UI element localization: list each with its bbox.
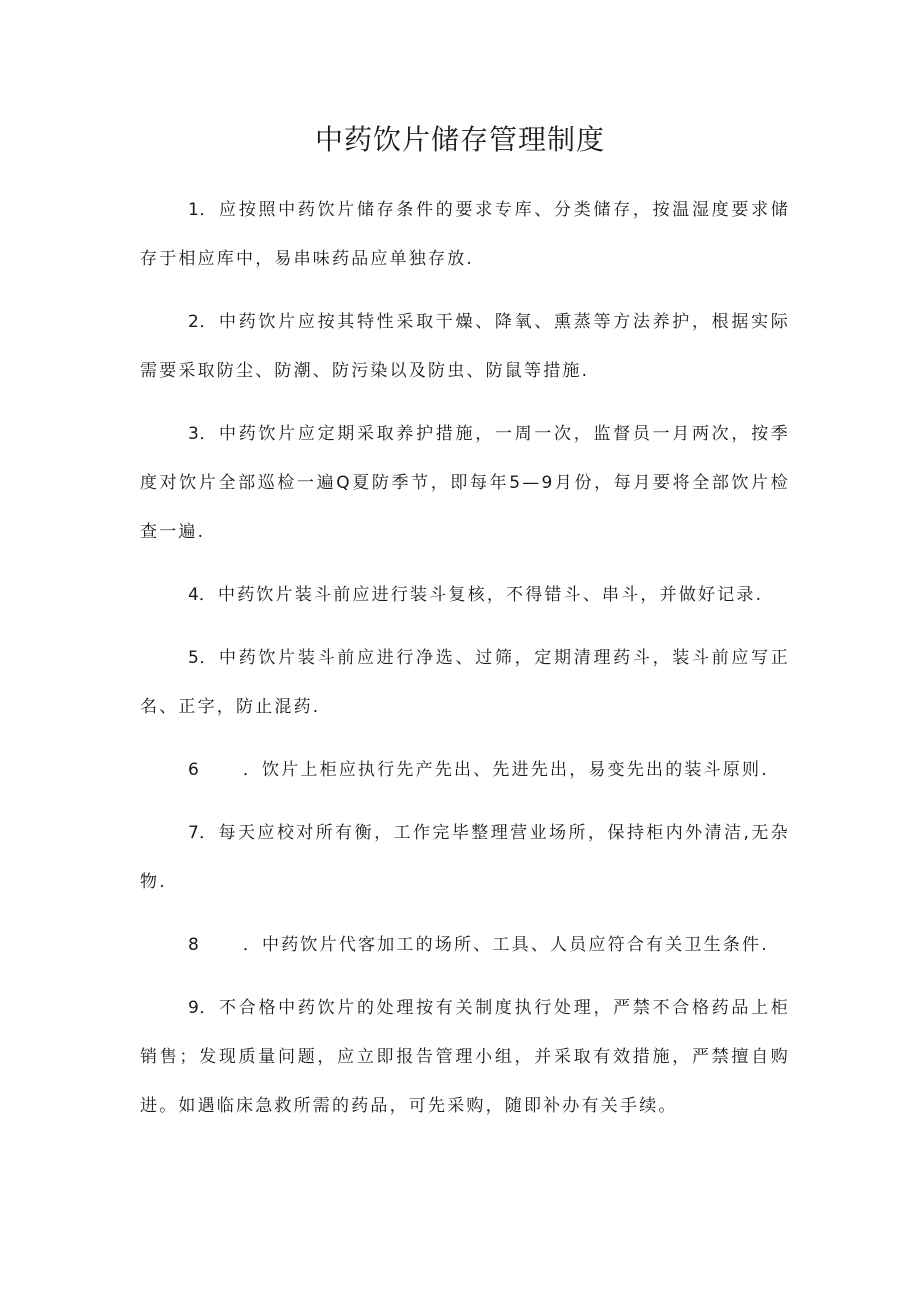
clause-text: ．中药饮片应按其特性采取干燥、降氧、熏蒸等方法养护，根据实际需要采取防尘、防潮、防污染以及防虫、防鼠等措施. (140, 312, 790, 381)
clause-text: ．中药饮片装斗前应进行净选、过筛，定期清理药斗，装斗前应写正名、正字，防止混药. (140, 648, 790, 717)
clause-number: 7 (188, 823, 199, 843)
clause-3 (140, 410, 790, 557)
clause-1 (140, 186, 790, 284)
clause-7 (140, 809, 790, 907)
clause-4 (140, 571, 790, 620)
clause-text: ．饮片上柜应执行先产先出、先进先出，易变先出的装斗原则. (242, 760, 769, 780)
clause-number: 9 (188, 998, 199, 1018)
clause-number: 3 (188, 424, 199, 444)
clause-number: 2 (188, 312, 199, 332)
clause-text: ．不合格中药饮片的处理按有关制度执行处理，严禁不合格药品上柜销售；发现质量问题，应立即报告管理小组，并采取有效措施，严禁擅自购进。如遇临床急救所需的药品，可先采购，随即补办有关手续。 (140, 998, 790, 1116)
clause-text: ．应按照中药饮片储存条件的要求专库、分类储存，按温湿度要求储存于相应库中，易串味药品应单独存放. (140, 200, 790, 269)
clause-number: 4 (188, 585, 199, 605)
clause-number: 8 (188, 935, 199, 955)
clause-9 (140, 984, 790, 1131)
clause-8 (140, 921, 790, 970)
document-body (140, 186, 790, 1145)
clause-text: ．每天应校对所有衡，工作完毕整理营业场所，保持柜内外清洁,无杂物. (140, 823, 790, 892)
clause-5 (140, 634, 790, 732)
clause-number: 5 (188, 648, 199, 668)
clause-number: 1 (188, 200, 199, 220)
clause-text: ．中药饮片应定期采取养护措施，一周一次，监督员一月两次，按季度对饮片全部巡检一遍Q夏防季节，即每年5—9月份，每月要将全部饮片检查一遍. (140, 424, 790, 542)
clause-2 (140, 298, 790, 396)
clause-6 (140, 746, 790, 795)
document-title: 中药饮片储存管理制度 (314, 123, 605, 156)
clause-text: ．中药饮片代客加工的场所、工具、人员应符合有关卫生条件. (242, 935, 769, 955)
clause-number: 6 (188, 760, 199, 780)
clause-text: ．中药饮片装斗前应进行装斗复核，不得错斗、串斗，并做好记录. (198, 585, 764, 605)
